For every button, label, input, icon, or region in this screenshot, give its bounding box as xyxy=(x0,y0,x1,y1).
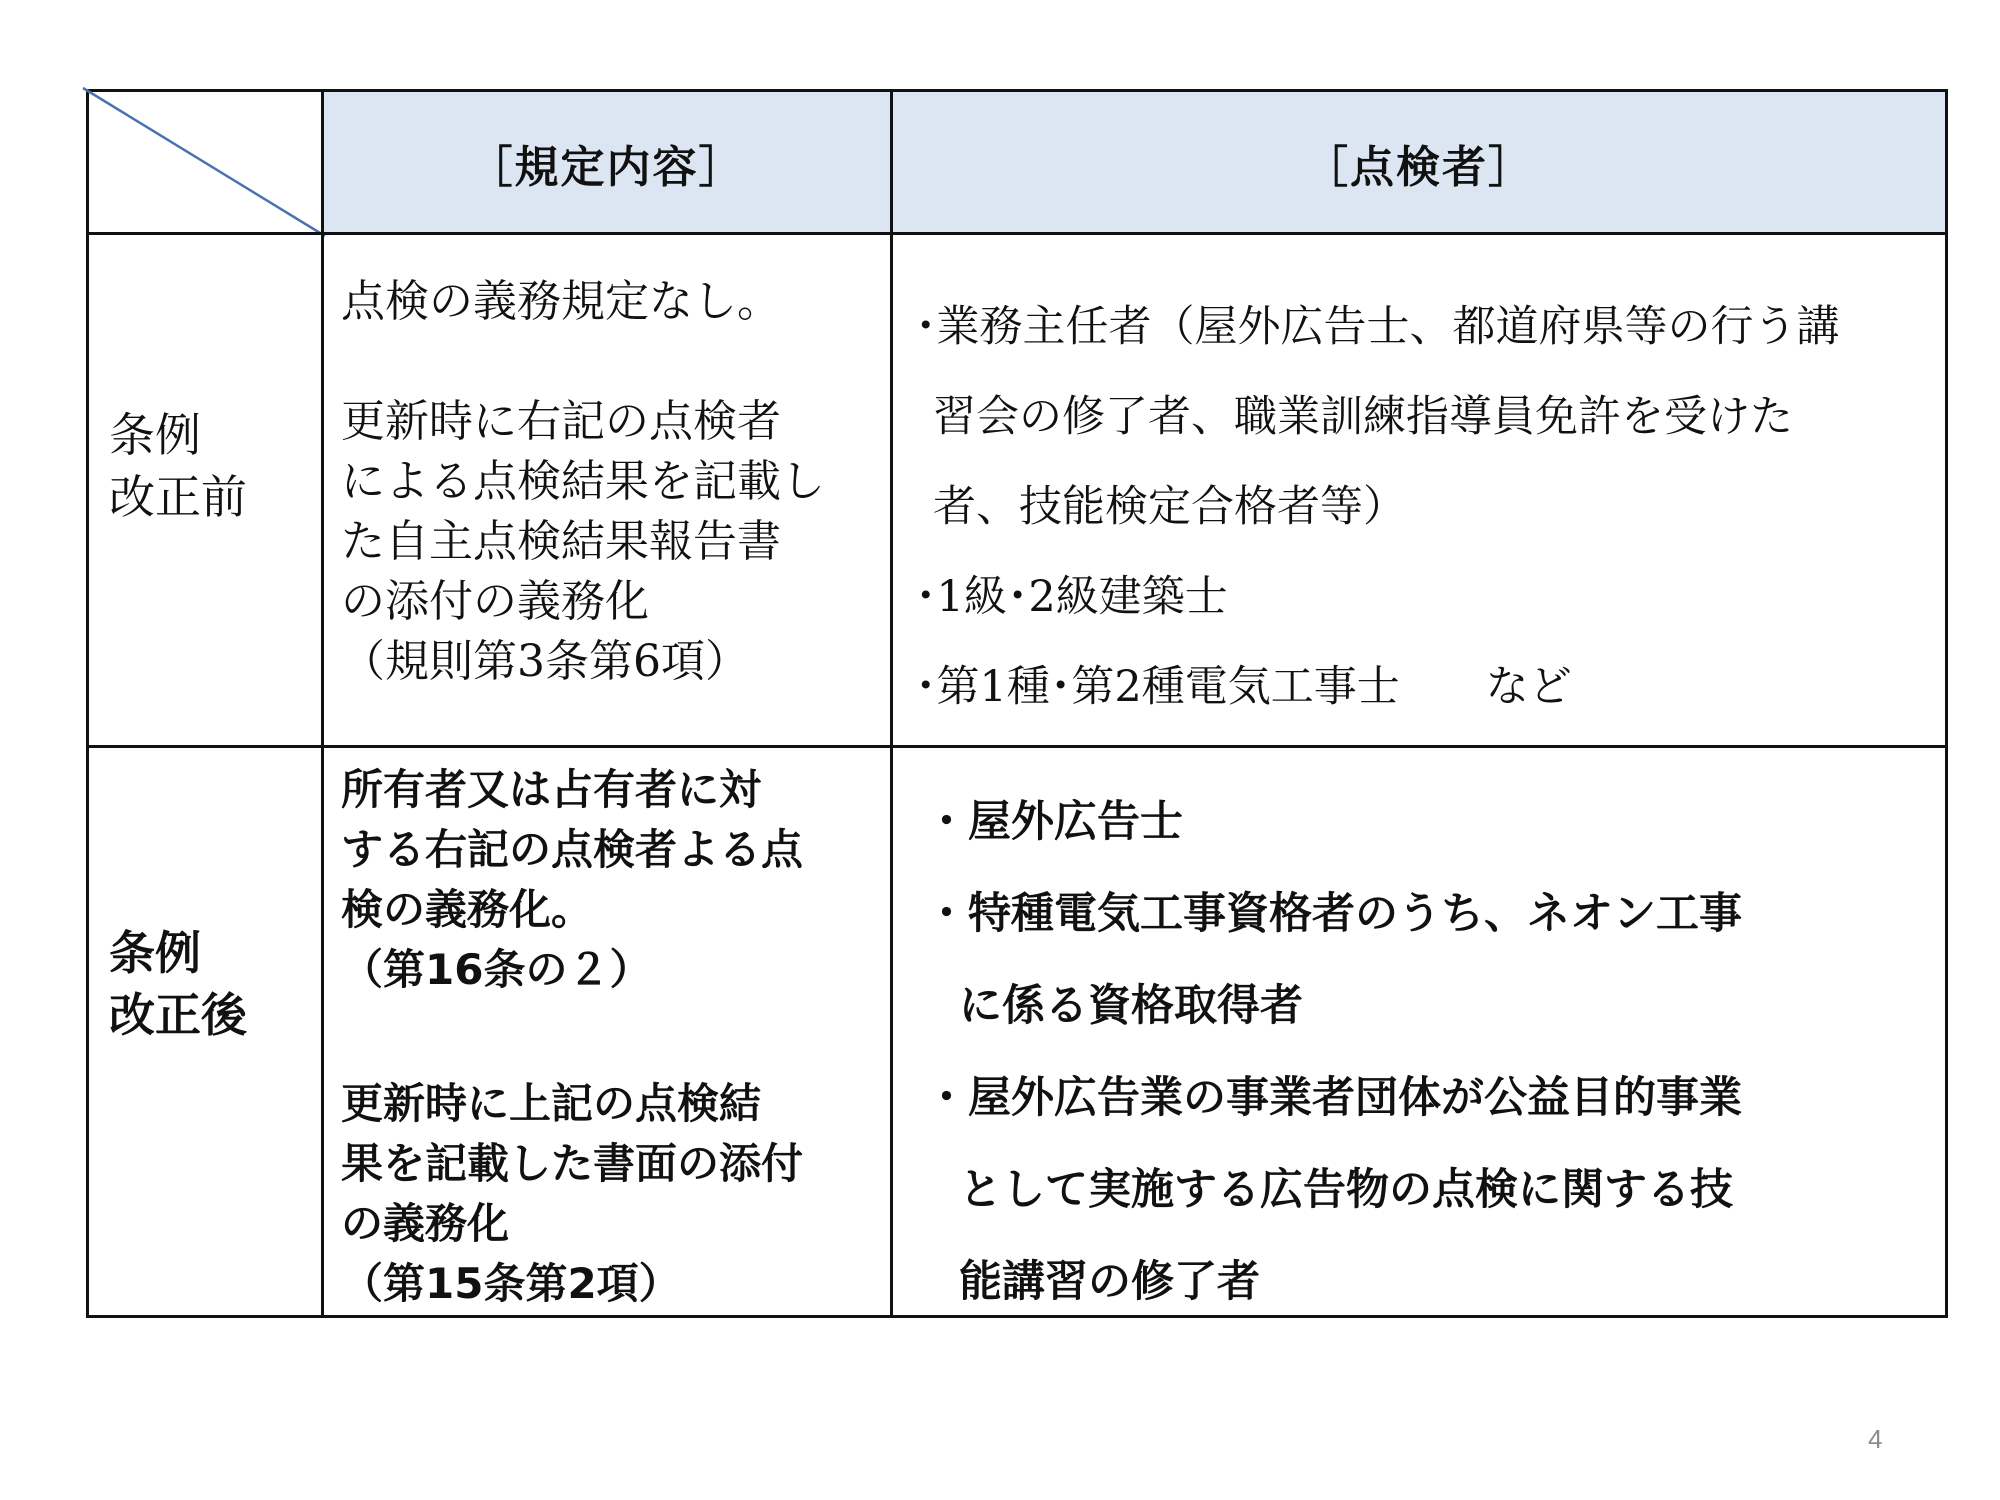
list-item: ・特種電気工事資格者のうち、ネオン工事 xyxy=(925,889,1742,939)
list-item: 能講習の修了者 xyxy=(959,1257,1260,1307)
row-divider-middle xyxy=(89,745,1945,748)
list-item: 者、技能検定合格者等） xyxy=(933,482,1406,532)
row-label-after: 条例 改正後 xyxy=(109,926,247,1042)
list-item: ・屋外広告業の事業者団体が公益目的事業 xyxy=(925,1073,1742,1123)
list-item: ・屋外広告士 xyxy=(925,797,1183,847)
column-divider-1 xyxy=(321,92,324,1315)
corner-diagonal-line xyxy=(83,88,327,238)
comparison-table xyxy=(86,89,1948,1318)
header-content: ［規定内容］ xyxy=(468,141,745,193)
header-inspector: ［点検者］ xyxy=(1304,141,1534,193)
list-item: ･業務主任者（屋外広告士、都道府県等の行う講 xyxy=(915,302,1840,352)
list-item: に係る資格取得者 xyxy=(959,981,1303,1031)
list-item: として実施する広告物の点検に関する技 xyxy=(959,1165,1733,1215)
page-number: 4 xyxy=(1868,1424,1883,1454)
list-item: 習会の修了者、職業訓練指導員免許を受けた xyxy=(933,392,1793,442)
list-item: ･第1種･第2種電気工事士 など xyxy=(915,662,1572,712)
row-label-before: 条例 改正前 xyxy=(109,408,247,524)
before-inspector-list xyxy=(915,282,1840,732)
after-content-obligation: 所有者又は占有者に対 する右記の点検者よる点 検の義務化。 （第16条の２） xyxy=(341,765,804,994)
before-content-note: 点検の義務規定なし。 xyxy=(341,276,781,327)
column-divider-2 xyxy=(890,92,893,1315)
before-content-detail: 更新時に右記の点検者 による点検結果を記載し た自主点検結果報告書 の添付の義務化 （規則第3条第6項） xyxy=(341,396,825,687)
after-inspector-list xyxy=(925,776,1742,1328)
after-content-attachment: 更新時に上記の点検結 果を記載した書面の添付 の義務化 （第15条第2項） xyxy=(341,1079,804,1308)
list-item: ･1級･2級建築士 xyxy=(915,572,1228,622)
